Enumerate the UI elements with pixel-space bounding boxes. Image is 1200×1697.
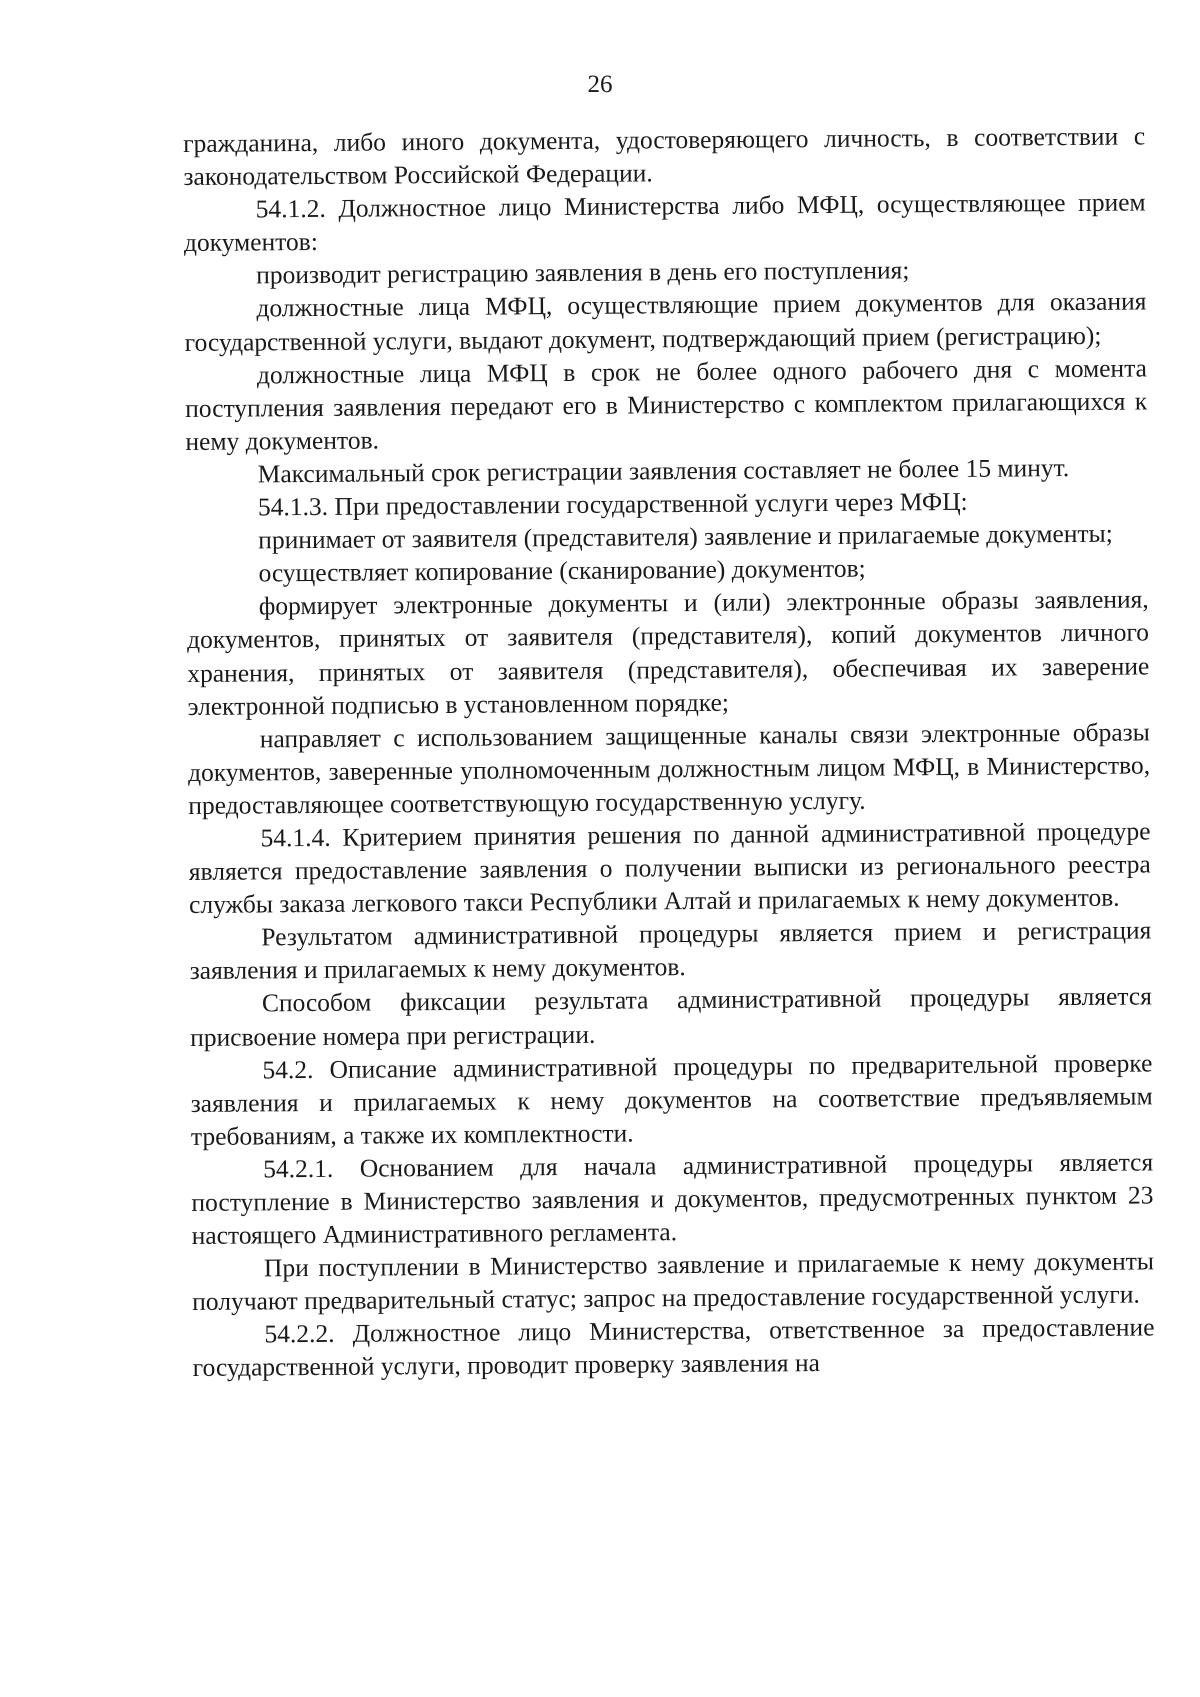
document-body [183, 119, 1155, 1384]
paragraph: должностные лица МФЦ, осуществляющие прием документов для оказания государственной услуги, выдают документ, подтверждающий прием (регистрацию); [184, 286, 1147, 357]
paragraph: 54.1.2. Должностное лицо Министерства либо МФЦ, осуществляющее прием документов: [183, 187, 1146, 258]
paragraph: Максимальный срок регистрации заявления составляет не более 15 минут. [257, 452, 1070, 489]
paragraph: Способом фиксации результата административной процедуры является присвоение номера при регистрации. [190, 981, 1152, 1052]
paragraph: 54.2.1. Основанием для начала административной процедуры является поступление в Министерство заявления и документов, предусмотренных пунктом 23 настоящего Административного регламента. [191, 1147, 1154, 1251]
paragraph: производит регистрацию заявления в день его поступления; [256, 255, 910, 290]
paragraph: 54.2. Описание административной процедуры по предварительной проверке заявления и прилагаемых к нему документов на соответствие предъявляемым требованиям, а также их комплектности. [190, 1048, 1153, 1151]
paragraph: 54.1.4. Критерием принятия решения по данной административной процедуре является предоставление заявления о получении выписки из регионального реестра службы заказа легкового такси Республики Алтай и прилагаемых к нему документов. [188, 816, 1151, 920]
paragraph: осуществляет копирование (сканирование) документов; [258, 553, 866, 588]
paragraph: направляет с использованием защищенные каналы связи электронные образы документов, заверенные уполномоченным должностным лицом МФЦ, в Министерство, предоставляющее соответствующую государственную услугу. [187, 717, 1151, 820]
paragraph: формирует электронные документы и (или) электронные образы заявления, документов, принятых от заявителя (представителя), копий документов личного хранения, принятых от заявителя (представителя), обеспечивая их заверение электронной подписью в установленном порядке; [186, 584, 1150, 721]
paragraph: Результатом административной процедуры является прием и регистрация заявления и прилагаемых к нему документов. [189, 915, 1152, 986]
paragraph: должностные лица МФЦ в срок не более одного рабочего дня с момента поступления заявления передают его в Министерство с комплектом прилагающихся к нему документов. [185, 353, 1148, 456]
paragraph: 54.1.3. При предоставлении государственной услуги через МФЦ: [257, 486, 968, 522]
page-number: 26 [587, 71, 613, 98]
paragraph: При поступлении в Министерство заявление и прилагаемые к нему документы получают предварительный статус; запрос на предоставление государственной услуги. [192, 1246, 1155, 1317]
paragraph: 54.2.2. Должностное лицо Министерства, ответственное за предоставление государственной услуги, проводит проверку заявления на [192, 1312, 1155, 1383]
paragraph: принимает от заявителя (представителя) заявление и прилагаемые документы; [258, 518, 1113, 555]
paragraph: гражданина, либо иного документа, удостоверяющего личность, в соответствии с законодательством Российской Федерации. [183, 121, 1146, 192]
